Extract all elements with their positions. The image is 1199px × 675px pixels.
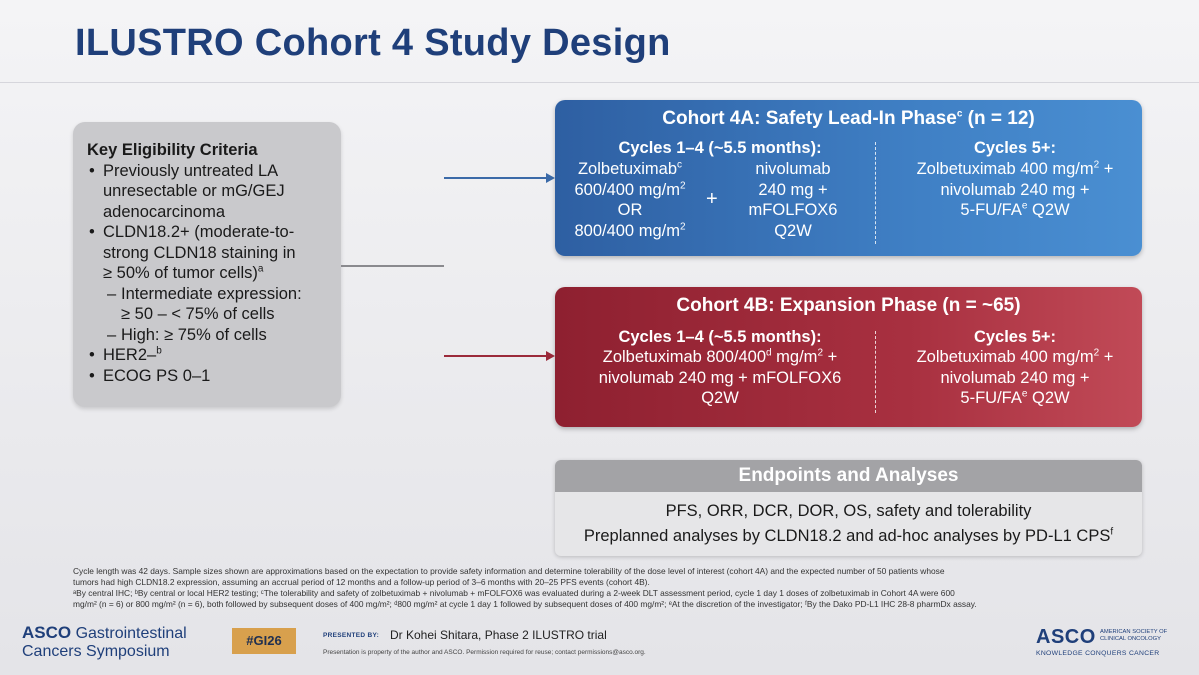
criterion-ecog: • ECOG PS 0–1	[87, 366, 329, 387]
endpoints-analyses: Preplanned analyses by CLDN18.2 and ad-hoc analyses by PD-L1 CPS$^f$	[583, 526, 1114, 545]
cohort-4a-cycles-5-regimen: Zolbetuximab 400 $mg/m^2$ + nivolumab 240 mg + $5-FU/FA^e$ Q2W	[916, 159, 1114, 219]
cohort-4a-divider	[875, 142, 876, 244]
footnote-line: ᵃBy central IHC; ᵇBy central or local HER2 testing; ᶜThe tolerability and safety of zolbetuximab + nivolumab + mFOLFOX6 was evaluated during a 2-week DLT assessment period, cycle 1 day 1 doses of zolbetuximab in Cohort 4A were 600	[73, 588, 955, 598]
cohort-4a-nivolumab-regimen: nivolumab 240 mg + mFOLFOX6 Q2W	[748, 160, 838, 240]
cohort-4b-cycles-5-regimen: Zolbetuximab 400 $mg/m^2$ + nivolumab 240 mg + $5-FU/FA^e$ Q2W	[916, 347, 1114, 407]
presented-by-label: PRESENTED BY:	[323, 632, 380, 639]
page-title: ILUSTRO Cohort 4 Study Design	[75, 22, 671, 64]
cohort-4b-cycles-1-4-regimen: Zolbetuximab 800/400$^d$ $mg/m^2$ + nivolumab 240 mg + mFOLFOX6 Q2W	[598, 347, 842, 407]
cohort-4b-cycles-5-heading: Cycles 5+:	[973, 328, 1057, 346]
cohort-4a-zolbetuximab-regimen: Zolbetuximab$^c$ 600/400 $mg/m^2$ OR 800/400 $mg/m^2$	[574, 159, 686, 240]
cohort-4b-divider	[875, 331, 876, 413]
hashtag-badge: #GI26	[232, 628, 296, 654]
criterion-her2: • HER2–$^b$	[87, 345, 329, 366]
criterion-high: – High: ≥ 75% of cells	[87, 325, 329, 346]
footnote-line: mg/m² (n = 6) or 800 mg/m² (n = 6), both followed by subsequent doses of 400 mg/m²; ᵈ800 mg/m² at cycle 1 day 1 followed by subsequent doses of 400 mg/m²; ᵉAt the discretion of the investigator; ᶠBy the Dako PD-L1 IHC 28-8 pharmDx assay.	[73, 599, 977, 609]
asco-gi-symposium-logo: ASCO Gastrointestinal Cancers Symposium	[22, 623, 187, 660]
cohort-4a-cycles-1-4-heading: Cycles 1–4 (~5.5 months):	[618, 139, 822, 157]
criterion-intermediate: – Intermediate expression: ≥ 50 – < 75% of cells	[87, 284, 329, 325]
cohort-4b-box	[555, 287, 1142, 427]
cohort-4b-title: Cohort 4B: Expansion Phase (n = ~65)	[676, 295, 1021, 316]
endpoints-heading: Endpoints and Analyses	[555, 460, 1142, 492]
asco-logo: ASCO AMERICAN SOCIETY OF CLINICAL ONCOLOGY KNOWLEDGE CONQUERS CANCER	[1036, 626, 1168, 657]
criterion-cldn18: • CLDN18.2+ (moderate-to- strong CLDN18 staining in ≥ 50% of tumor cells)$^a$	[87, 222, 329, 284]
cohort-4a-box	[555, 100, 1142, 256]
footnote-line: tumors had high CLDN18.2 expression, assuming an accrual period of 12 months and a follow-up period of 3–6 months with 20–25 PFS events (cohort 4B).	[73, 577, 650, 587]
cohort-4a-plus: +	[706, 188, 718, 210]
permission-note: Presentation is property of the author and ASCO. Permission required for reuse; contact permissions@asco.org.	[323, 649, 646, 656]
arrowhead-4a	[546, 173, 555, 183]
eligibility-heading: Key Eligibility Criteria	[87, 141, 258, 159]
footnote-line: Cycle length was 42 days. Sample sizes shown are approximations based on the expectation to provide safety information and determine tolerability of the dose level of interest (cohort 4A) and the expected number of 50 patients whose	[73, 566, 945, 576]
endpoints-list: PFS, ORR, DCR, DOR, OS, safety and tolerability	[665, 502, 1032, 520]
footnotes	[73, 566, 1133, 610]
cohort-4a-title: Cohort 4A: Safety Lead-In Phase$^c$ (n = 12)	[662, 108, 1035, 129]
presenter-name: Dr Kohei Shitara, Phase 2 ILUSTRO trial	[390, 628, 607, 642]
criterion-untreated: • Previously untreated LA unresectable or mG/GEJ adenocarcinoma	[87, 161, 329, 223]
endpoints-box	[555, 460, 1142, 556]
cohort-4a-cycles-5-heading: Cycles 5+:	[973, 139, 1057, 157]
arrowhead-4b	[546, 351, 555, 361]
cohort-4b-cycles-1-4-heading: Cycles 1–4 (~5.5 months):	[618, 328, 822, 346]
